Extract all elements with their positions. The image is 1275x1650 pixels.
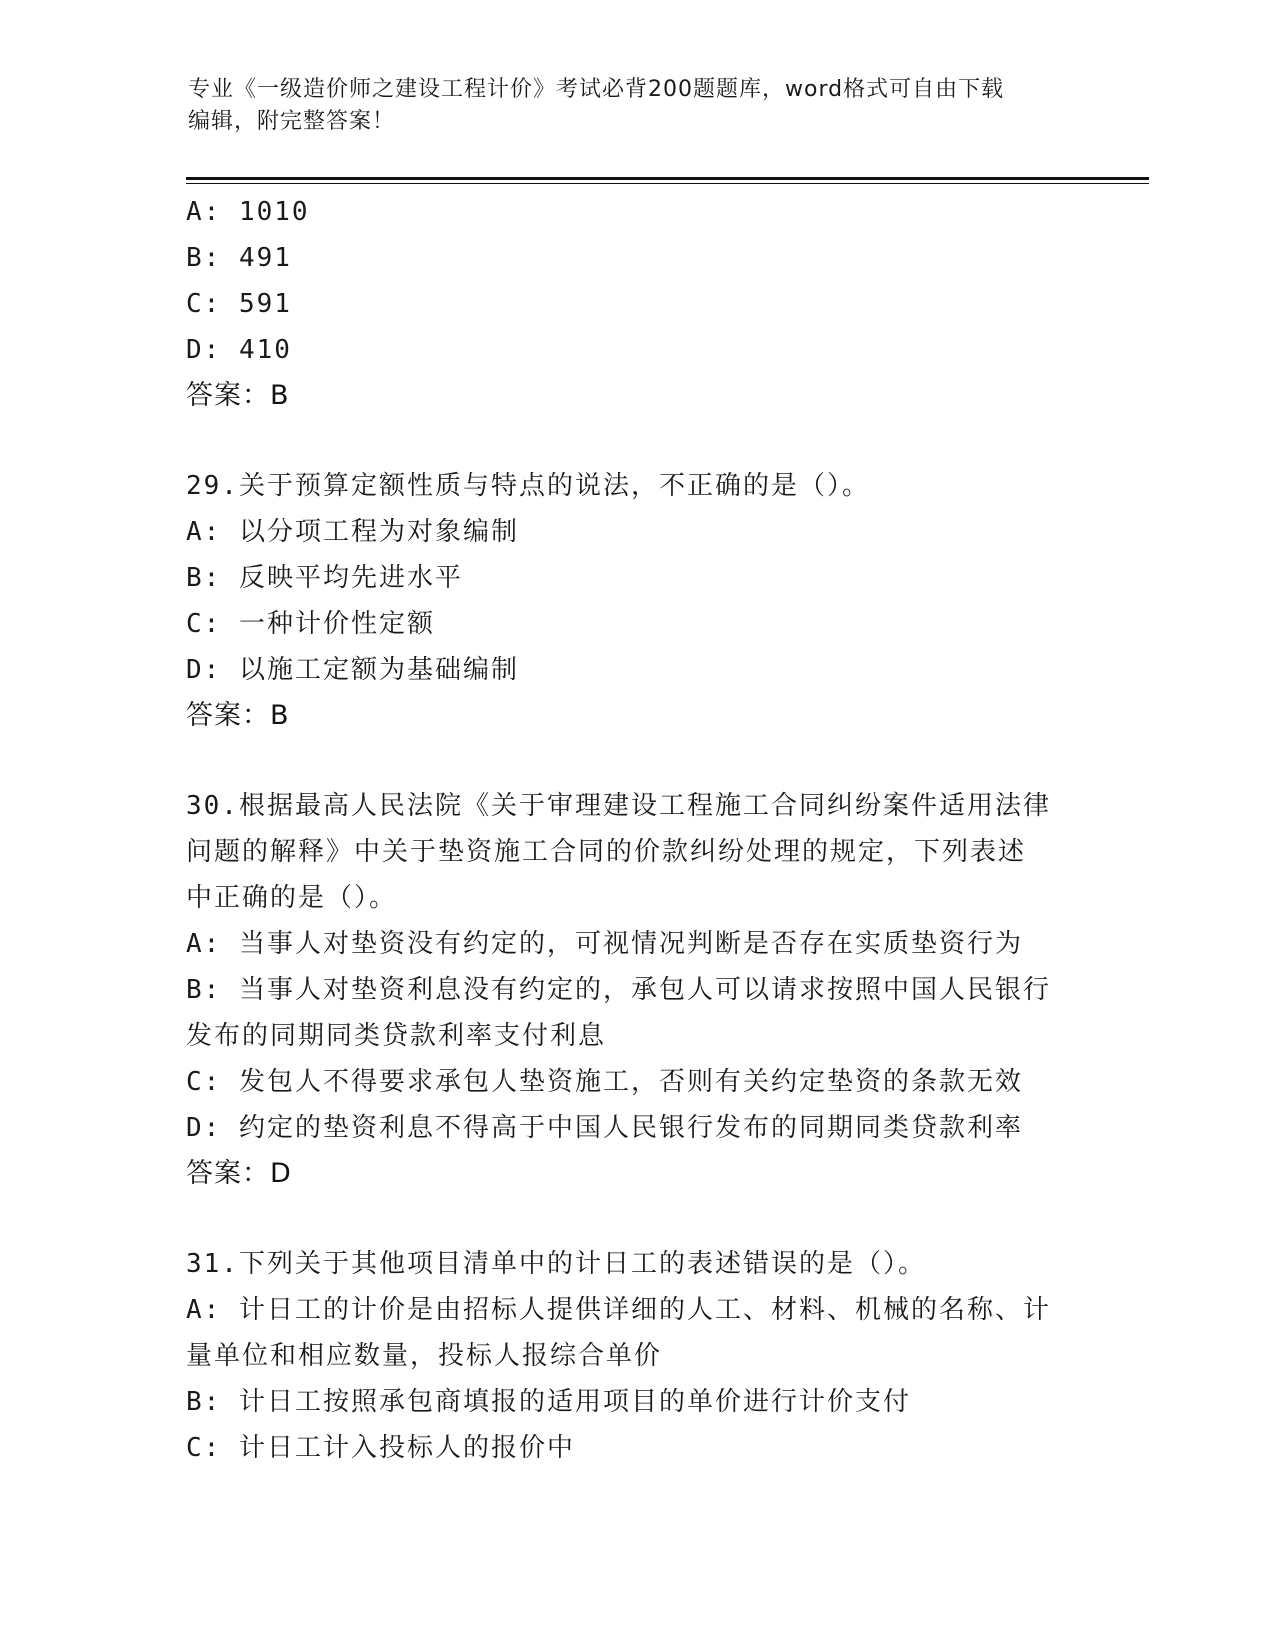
question-text: 29.关于预算定额性质与特点的说法，不正确的是（）。 (186, 471, 870, 501)
question-block-31 (186, 1241, 1086, 1471)
option-a: A: 以分项工程为对象编制 (186, 517, 519, 547)
option-c: C: 591 (186, 289, 292, 319)
option-d: D: 约定的垫资利息不得高于中国人民银行发布的同期同类贷款利率 (186, 1113, 1023, 1143)
document-header (188, 74, 1088, 138)
option-b: B: 491 (186, 243, 292, 273)
answer-line: 答案：B (186, 380, 290, 411)
option-a-line-1: A: 计日工的计价是由招标人提供详细的人工、材料、机械的名称、计 (186, 1295, 1051, 1325)
option-c: C: 计日工计入投标人的报价中 (186, 1433, 575, 1463)
question-text-line-2: 问题的解释》中关于垫资施工合同的价款纠纷处理的规定，下列表述 (186, 837, 1027, 867)
option-c: C: 发包人不得要求承包人垫资施工，否则有关约定垫资的条款无效 (186, 1067, 1023, 1097)
header-title-line-2: 编辑，附完整答案！ (188, 109, 396, 134)
answer-line: 答案：D (186, 1158, 292, 1189)
question-text-line-3: 中正确的是（）。 (186, 883, 398, 913)
option-a-line-2: 量单位和相应数量，投标人报综合单价 (186, 1341, 663, 1371)
header-divider-thin (186, 183, 1149, 184)
question-text-line-1: 30.根据最高人民法院《关于审理建设工程施工合同纠纷案件适用法律 (186, 791, 1051, 821)
option-b-line-2: 发布的同期同类贷款利率支付利息 (186, 1021, 607, 1051)
question-block-28 (186, 189, 1086, 419)
question-block-29 (186, 463, 1086, 739)
question-block-30 (186, 783, 1086, 1197)
option-a: A: 1010 (186, 197, 310, 227)
question-list (186, 189, 1086, 1471)
option-b-line-1: B: 当事人对垫资利息没有约定的，承包人可以请求按照中国人民银行 (186, 975, 1051, 1005)
option-b: B: 计日工按照承包商填报的适用项目的单价进行计价支付 (186, 1387, 911, 1417)
option-d: D: 以施工定额为基础编制 (186, 655, 519, 685)
option-d: D: 410 (186, 335, 292, 365)
header-title-line-1: 专业《一级造价师之建设工程计价》考试必背200题题库，word格式可自由下载 (188, 77, 1005, 102)
option-b: B: 反映平均先进水平 (186, 563, 463, 593)
header-divider-thick (186, 177, 1149, 180)
option-c: C: 一种计价性定额 (186, 609, 435, 639)
option-a: A: 当事人对垫资没有约定的，可视情况判断是否存在实质垫资行为 (186, 929, 1023, 959)
question-text: 31.下列关于其他项目清单中的计日工的表述错误的是（）。 (186, 1249, 926, 1279)
answer-line: 答案：B (186, 700, 290, 731)
